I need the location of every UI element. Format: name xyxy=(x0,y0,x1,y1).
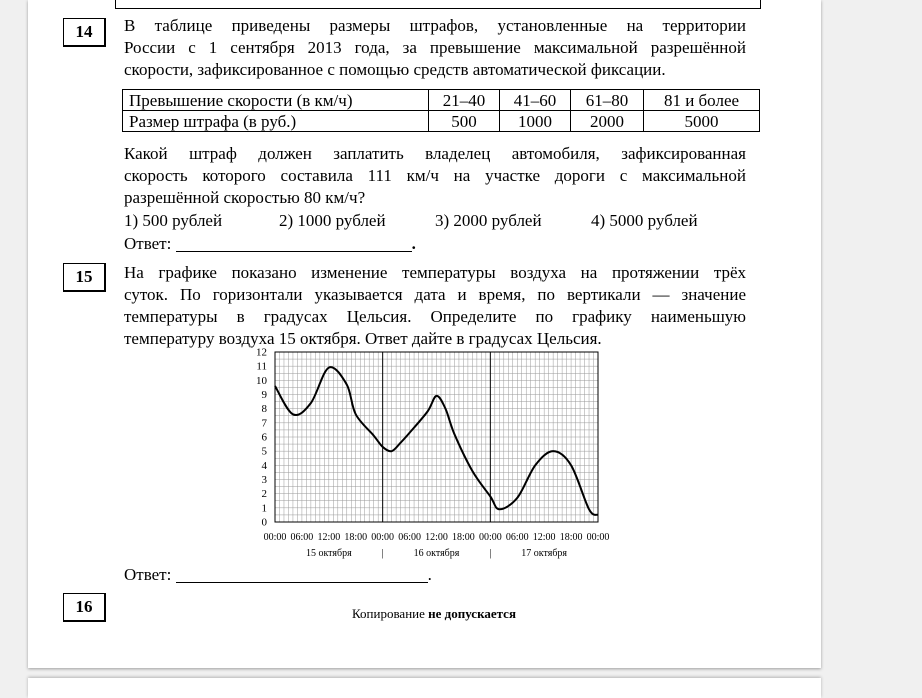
task-14-intro-line: России с 1 сентября 2013 года, за превышение максимальной разрешённой xyxy=(124,38,746,57)
task-14-intro-line: В таблице приведены размеры штрафов, установленные на территории xyxy=(124,16,746,35)
y-tick-label: 2 xyxy=(261,488,267,501)
footer-copyright xyxy=(28,606,840,622)
day-label: 16 октября xyxy=(413,548,460,559)
table-cell: 81 и более xyxy=(644,90,760,111)
x-tick-label: 06:00 xyxy=(398,532,421,543)
x-tick-label: 18:00 xyxy=(344,532,368,543)
day-separator-mark: | xyxy=(489,548,492,559)
table-cell: 1000 xyxy=(500,111,571,132)
task-15-text-line: суток. По горизонтали указывается дата и время, по вертикали — значение xyxy=(124,285,746,304)
x-tick-label: 12:00 xyxy=(317,532,341,543)
x-tick-label: 00:00 xyxy=(478,532,502,543)
x-tick-label: 00:00 xyxy=(586,532,610,543)
day-label: 17 октября xyxy=(521,548,568,559)
task-14-question-line: скорость которого составила 111 км/ч на участке дороги с максимальной xyxy=(124,166,746,185)
table-cell: Превышение скорости (в км/ч) xyxy=(123,90,429,111)
y-tick-label: 10 xyxy=(256,374,267,387)
answer-blank[interactable] xyxy=(176,566,428,583)
table-cell: 500 xyxy=(429,111,500,132)
task-16-number: 16 xyxy=(63,593,106,622)
y-tick-label: 8 xyxy=(261,403,267,416)
y-tick-label: 12 xyxy=(256,346,267,359)
task-15-answer xyxy=(124,565,432,585)
task-14-question-line: разрешённой скоростью 80 км/ч? xyxy=(124,188,366,207)
table-cell: 41–60 xyxy=(500,90,571,111)
y-tick-label: 6 xyxy=(261,431,267,444)
day-separator-mark: | xyxy=(381,548,384,559)
answer-label: Ответ: xyxy=(124,234,172,253)
x-tick-label: 18:00 xyxy=(452,532,475,543)
next-page xyxy=(28,678,821,698)
table-cell: 21–40 xyxy=(429,90,500,111)
table-cell: 2000 xyxy=(571,111,644,132)
y-tick-label: 3 xyxy=(261,474,267,486)
footer-bold-text: не допускается xyxy=(428,606,516,621)
task-15-number: 15 xyxy=(63,263,106,292)
answer-label: Ответ: xyxy=(124,565,172,584)
task-14-number: 14 xyxy=(63,18,106,47)
option-3[interactable]: 3) 2000 рублей xyxy=(435,211,542,230)
table-cell: Размер штрафа (в руб.) xyxy=(123,111,429,132)
y-tick-label: 4 xyxy=(261,459,267,472)
table-cell: 61–80 xyxy=(571,90,644,111)
x-tick-label: 00:00 xyxy=(371,532,395,543)
y-tick-label: 1 xyxy=(261,502,267,515)
task-14-intro-line: скорости, зафиксированное с помощью средств автоматической фиксации. xyxy=(124,60,666,79)
footer-text: Копирование xyxy=(352,606,429,621)
y-tick-label: 11 xyxy=(256,360,267,373)
answer-period: . xyxy=(411,234,416,253)
y-tick-label: 5 xyxy=(261,445,267,458)
x-tick-label: 06:00 xyxy=(290,532,314,543)
day-label: 15 октября xyxy=(305,548,352,559)
table-cell: 5000 xyxy=(644,111,760,132)
x-tick-label: 00:00 xyxy=(263,532,287,543)
temperature-chart xyxy=(28,0,821,600)
x-tick-label: 12:00 xyxy=(425,532,448,543)
x-tick-label: 06:00 xyxy=(505,532,529,543)
option-4[interactable]: 4) 5000 рублей xyxy=(591,211,698,230)
task-15-text-line: На графике показано изменение температуры воздуха на протяжении трёх xyxy=(124,263,746,282)
task-14-question-line: Какой штраф должен заплатить владелец автомобиля, зафиксированная xyxy=(124,144,746,163)
y-tick-label: 7 xyxy=(261,417,267,430)
x-tick-label: 12:00 xyxy=(532,532,556,543)
option-1[interactable]: 1) 500 рублей xyxy=(124,211,223,230)
option-2[interactable]: 2) 1000 рублей xyxy=(279,211,386,230)
answer-period: . xyxy=(427,565,432,584)
y-tick-label: 9 xyxy=(261,389,267,401)
y-tick-label: 0 xyxy=(261,516,267,529)
task-15-text-line: температуру воздуха 15 октября. Ответ дайте в градусах Цельсия. xyxy=(124,329,602,348)
task-15-text-line: температуры в градусах Цельсия. Определите по графику наименьшую xyxy=(124,307,746,326)
x-tick-label: 18:00 xyxy=(559,532,583,543)
document-page xyxy=(28,0,821,668)
